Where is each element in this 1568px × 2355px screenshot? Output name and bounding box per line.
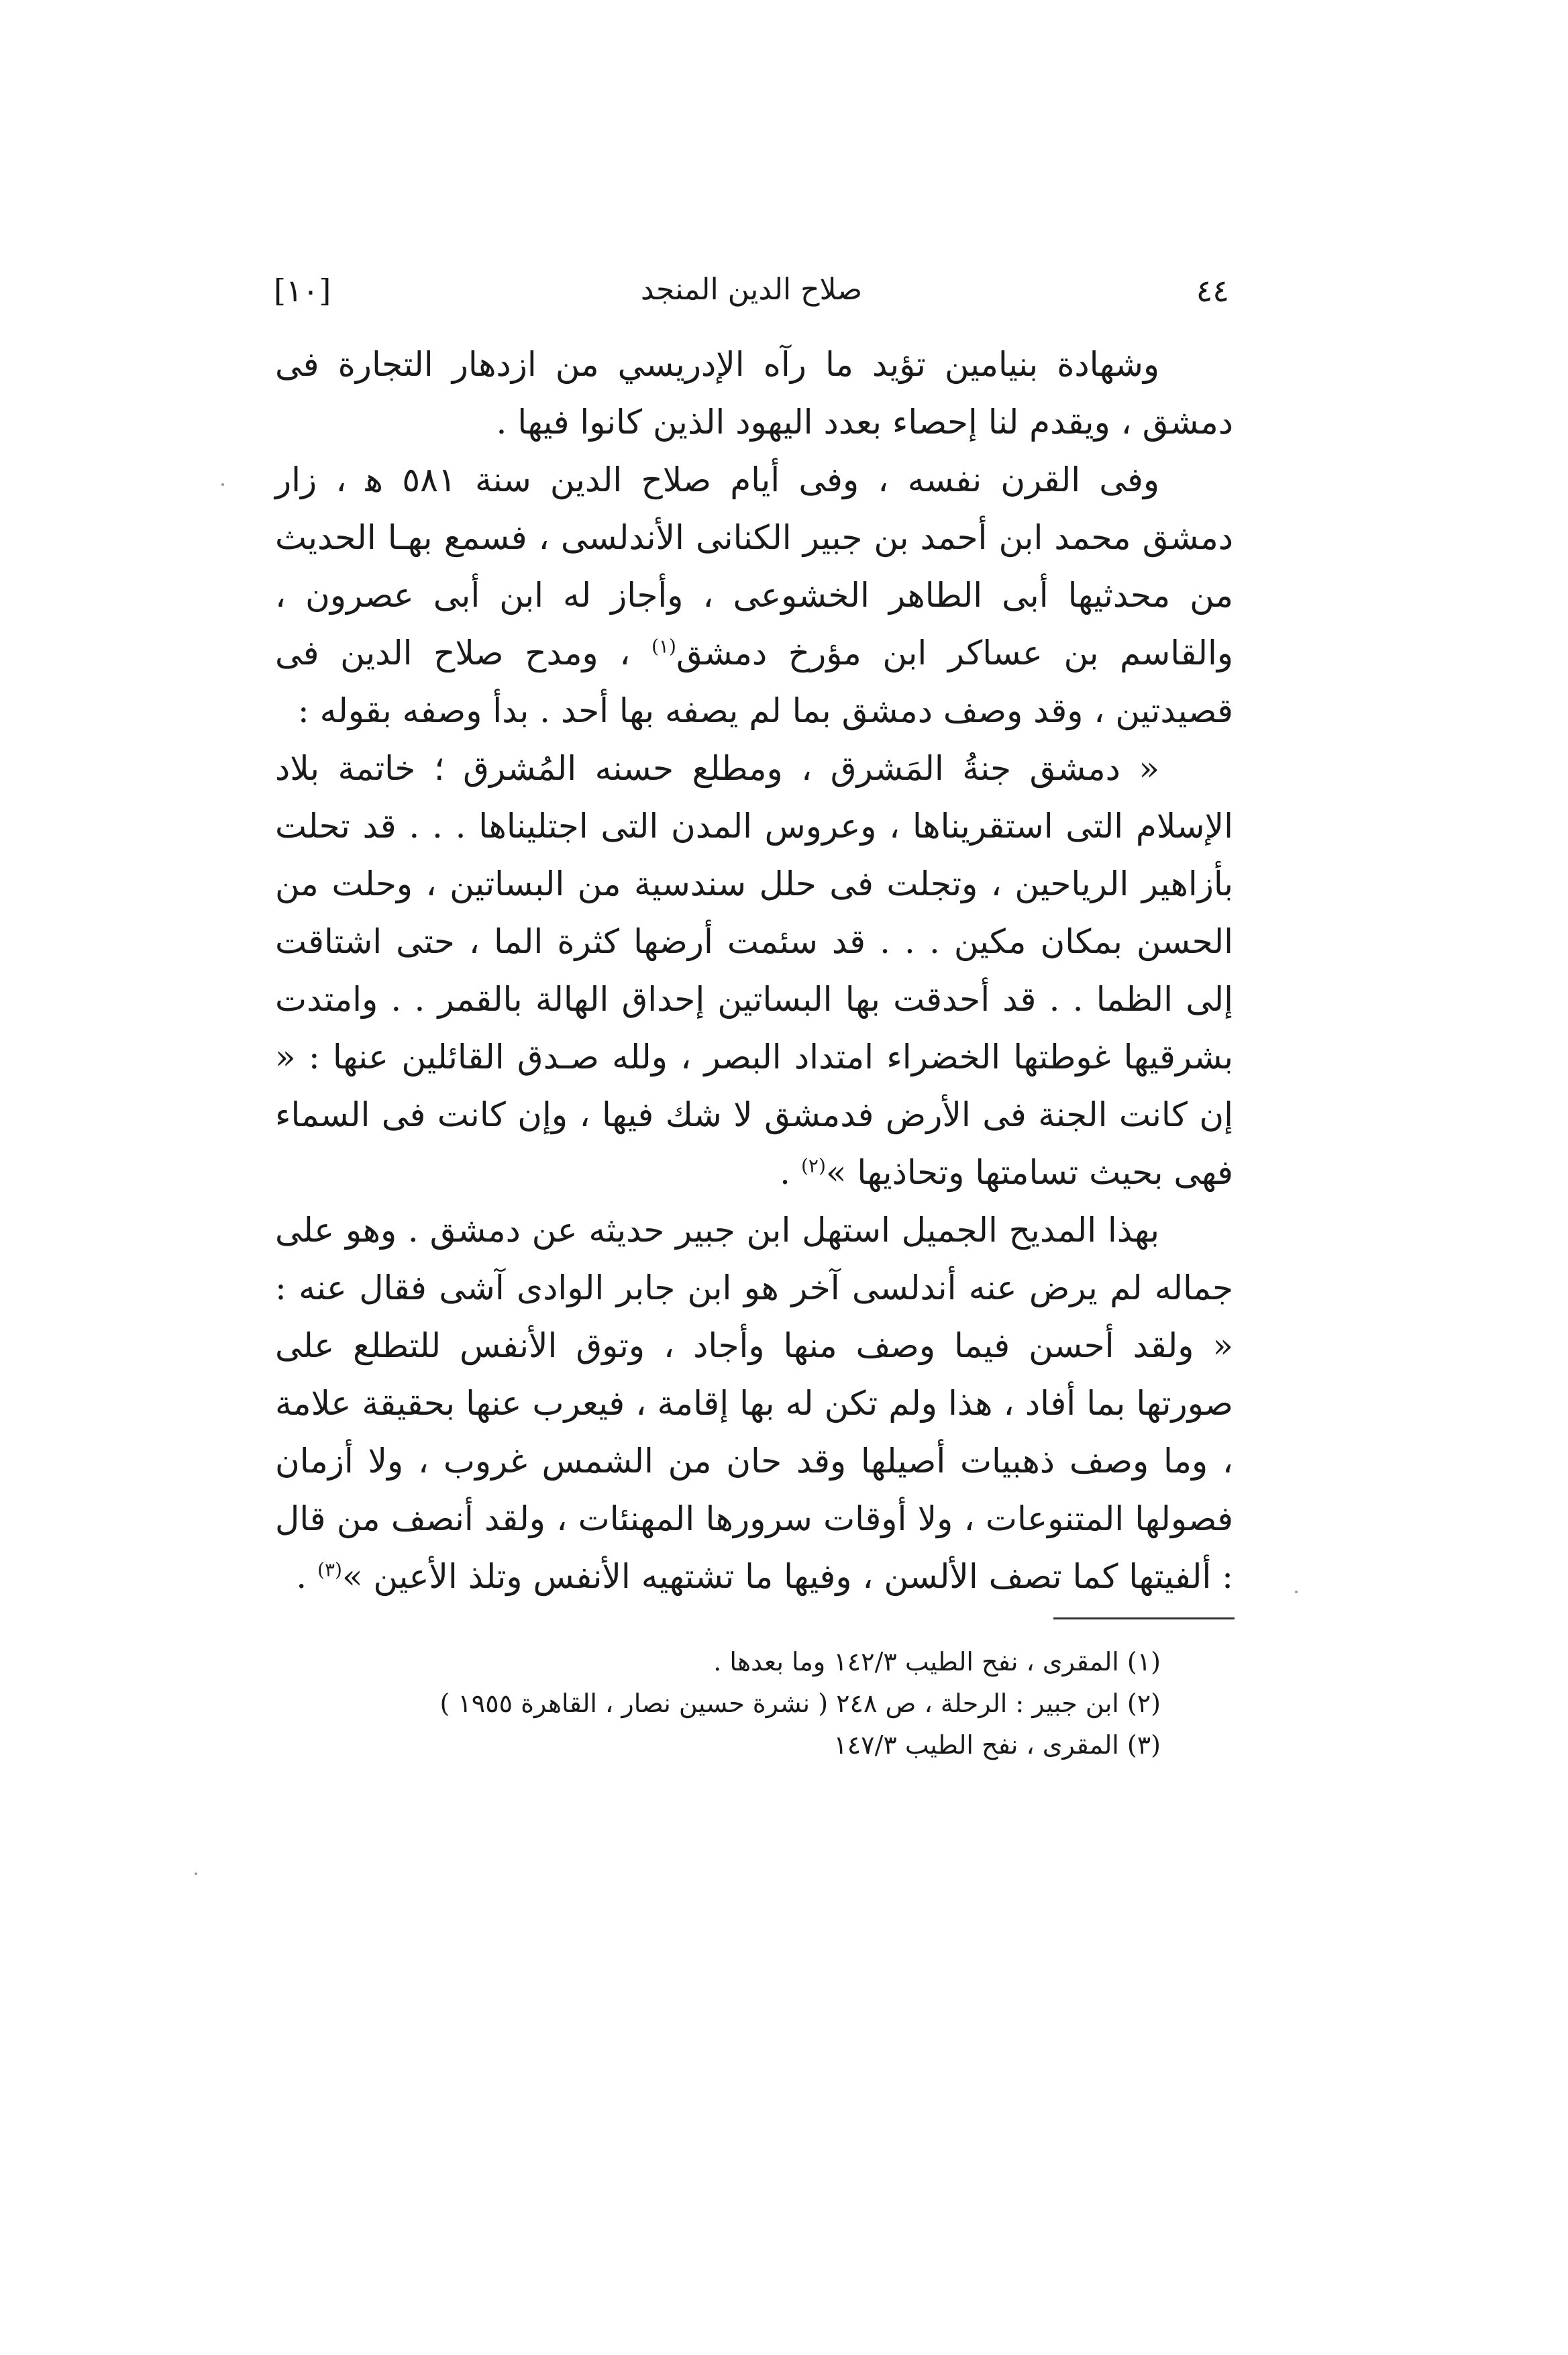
page-marker: [١٠] bbox=[274, 272, 331, 309]
page-number: ٤٤ bbox=[1196, 272, 1229, 309]
paragraph-1 bbox=[275, 336, 1233, 451]
footnote-2: (٢) ابن جبير : الرحلة ، ص ٢٤٨ ( نشرة حسين نصار ، القاهرة ١٩٥٥ ) bbox=[439, 1689, 1161, 1718]
footnote-ref-2: (٢) bbox=[800, 1154, 826, 1177]
scan-speck bbox=[195, 1872, 197, 1875]
footnote-separator bbox=[1053, 1617, 1235, 1619]
scan-speck bbox=[1295, 1591, 1298, 1593]
paragraph-text: بهذا المديح الجميل استهل ابن جبير حديثه عن دمشق . وهو على جماله لم يرض عنه أندلسى آخر هو ابن جابر الوادى آشى فقال عنه : « ولقد أحسن فيما وصف منها وأجاد ، وتوق الأنفس للتطلع على صورتها بما أفاد ، هذا ولم تكن له بها إقامة ، فيعرب عنها بحقيقة علامة ، وما وصف ذهبيات أصيلها وقد حان من الشمس غروب ، ولا أزمان فصولها المتنوعات ، ولا أوقات سرورها المهنئات ، ولقد أنصف من قال : ألفيتها كما تصف الألسن ، وفيها ما تشتهيه الأنفس وتلذ الأعين » bbox=[275, 1211, 1233, 1596]
paragraph-2 bbox=[275, 451, 1233, 740]
paragraph-text: . bbox=[780, 1153, 801, 1192]
main-text bbox=[275, 336, 1233, 1605]
paragraph-text: « دمشق جنةُ المَشرق ، ومطلع حسنه المُشرق ؛ خاتمة بلاد الإسلام التى استقريناها ، وعروس المدن التى اجتليناها . . . قد تحلت بأزاهير الرياحين ، وتجلت فى حلل سندسية من البساتين ، وحلت من الحسن بمكان مكين . . . قد سئمت أرضها كثرة الما ، حتى اشتاقت إلى الظما . . قد أحدقت بها البساتين إحداق الهالة بالقمر . . وامتدت بشرقيها غوطتها الخضراء امتداد البصر ، ولله صـدق القائلين عنها : « إن كانت الجنة فى الأرض فدمشق لا شك فيها ، وإن كانت فى السماء فهى بحيث تسامتها وتحاذيها » bbox=[275, 749, 1233, 1192]
paragraph-text: ، ومدح صلاح الدين فى قصيدتين ، وقد وصف دمشق بما لم يصفه بها أحد . بدأ وصفه بقوله : bbox=[275, 634, 1233, 730]
scan-speck bbox=[221, 483, 224, 486]
paragraph-text: وفى القرن نفسه ، وفى أيام صلاح الدين سنة ٥٨١ ه‍ ، زار دمشق محمد ابن أحمد بن جبير الكنانى الأندلسى ، فسمع بهـا الحديث من محدثيها أبى الطاهر الخشوعى ، وأجاز له ابن أبى عصرون ، والقاسم بن عساكر ابن مؤرخ دمشق bbox=[275, 460, 1234, 672]
paragraph-text: وشهادة بنيامين تؤيد ما رآه الإدريسي من ازدهار التجارة فى دمشق ، ويقدم لنا إحصاء بعدد اليهود الذين كانوا فيها . bbox=[275, 345, 1233, 442]
page-header bbox=[268, 268, 1235, 322]
paragraph-4 bbox=[275, 1201, 1233, 1605]
running-title: صلاح الدين المنجد bbox=[640, 272, 863, 307]
footnote-1: (١) المقرى ، نفح الطيب ١٤٢/٣ وما بعدها . bbox=[713, 1647, 1161, 1676]
paragraph-text: . bbox=[296, 1557, 318, 1596]
footnote-ref-3: (٣) bbox=[317, 1558, 342, 1581]
footnotes bbox=[403, 1641, 1161, 1766]
footnote-3: (٣) المقرى ، نفح الطيب ١٤٧/٣ bbox=[833, 1730, 1161, 1760]
footnote-ref-1: (١) bbox=[651, 635, 676, 658]
paragraph-3-quote bbox=[275, 740, 1233, 1201]
